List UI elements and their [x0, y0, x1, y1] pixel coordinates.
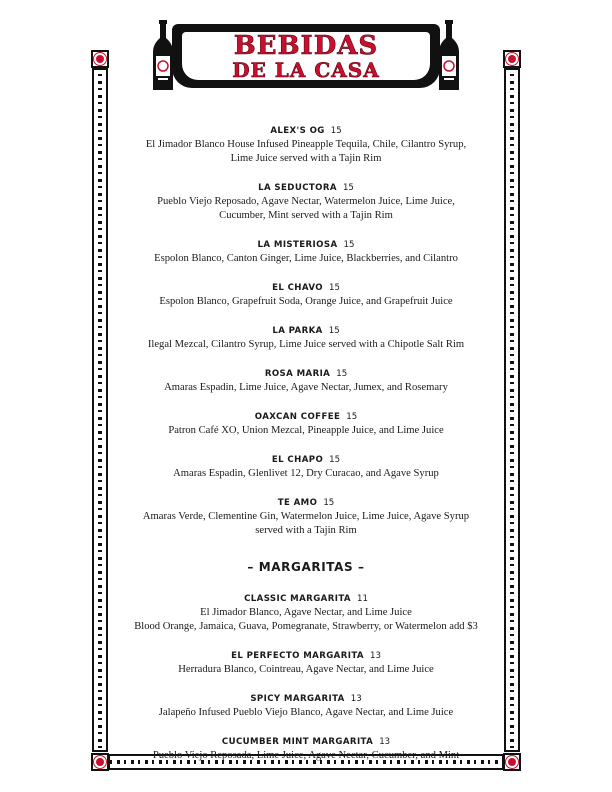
cocktail-list [120, 120, 492, 538]
menu-item-price: 15 [336, 369, 348, 379]
menu-item-name: ALEX'S OG [270, 126, 325, 136]
border-left [92, 68, 108, 752]
menu-item [120, 688, 492, 720]
menu-item-header [120, 320, 492, 338]
menu-item [120, 645, 492, 677]
menu-item-price: 13 [369, 651, 381, 661]
menu-item-header [120, 406, 492, 424]
menu-item-name: EL PERFECTO MARGARITA [231, 651, 364, 661]
menu-item-name: SPICY MARGARITA [250, 694, 345, 704]
menu-item-name: TE AMO [277, 498, 318, 508]
menu-item-header [120, 688, 492, 706]
page-title: BEBIDAS [233, 30, 379, 61]
menu-item-description: Pueblo Viejo Reposada, Lime Juice, Agave Nectar, Cucumber, and Mint [152, 750, 460, 761]
menu-item [120, 234, 492, 266]
menu-item-description: Patron Café XO, Union Mezcal, Pineapple Juice, and Lime Juice [168, 425, 444, 436]
menu-item-description: served with a Tajin Rim [255, 525, 357, 536]
menu-item [120, 588, 492, 634]
menu-item-price: 13 [379, 737, 391, 747]
corner-ornament-icon [91, 50, 109, 68]
menu-item-name: LA SEDUCTORA [258, 183, 337, 193]
menu-item-price: 15 [328, 283, 340, 293]
menu-item-header [120, 177, 492, 195]
corner-ornament-icon [503, 50, 521, 68]
menu-item [120, 120, 492, 166]
menu-item-name: EL CHAPO [271, 455, 324, 465]
menu-content [120, 120, 492, 774]
menu-item [120, 406, 492, 438]
border-right [504, 68, 520, 752]
menu-item-description: Lime Juice served with a Tajin Rim [230, 153, 382, 164]
menu-item [120, 731, 492, 763]
tequila-bottle-icon [436, 20, 462, 92]
title-banner [172, 24, 440, 88]
menu-item-name: LA PARKA [272, 326, 323, 336]
menu-item-description: Amaras Espadin, Glenlivet 12, Dry Curacao, and Agave Syrup [173, 468, 439, 479]
menu-item-description: Espolon Blanco, Grapefruit Soda, Orange Juice, and Grapefruit Juice [159, 296, 453, 307]
menu-header [150, 20, 462, 92]
menu-item [120, 320, 492, 352]
menu-item-header [120, 492, 492, 510]
menu-item-price: 13 [350, 694, 362, 704]
corner-ornament-icon [503, 753, 521, 771]
menu-item-price: 15 [329, 455, 341, 465]
menu-item [120, 492, 492, 538]
menu-item-header [120, 363, 492, 381]
menu-item-name: LA MISTERIOSA [257, 240, 338, 250]
menu-item-description: Cucumber, Mint served with a Tajin Rim [219, 210, 393, 221]
menu-item [120, 363, 492, 395]
menu-item-price: 11 [356, 594, 368, 604]
menu-item-name: ROSA MARIA [264, 369, 331, 379]
menu-item-name: CLASSIC MARGARITA [244, 594, 351, 604]
menu-item-name: EL CHAVO [272, 283, 323, 293]
menu-item-header [120, 120, 492, 138]
menu-item-header [120, 588, 492, 606]
menu-item-name: OAXCAN COFFEE [254, 412, 341, 422]
menu-item-header [120, 277, 492, 295]
section-title-margaritas: – MARGARITAS – [247, 560, 365, 574]
menu-item-price: 15 [330, 126, 342, 136]
menu-item-price: 15 [323, 498, 335, 508]
menu-item-header [120, 731, 492, 749]
menu-item-description: Herradura Blanco, Cointreau, Agave Nectar, and Lime Juice [178, 664, 434, 675]
menu-item-price: 15 [343, 240, 355, 250]
menu-item-header [120, 449, 492, 467]
margarita-list [120, 588, 492, 763]
menu-item-description: Jalapeño Infused Pueblo Viejo Blanco, Agave Nectar, and Lime Juice [158, 707, 454, 718]
menu-item-description: Ilegal Mezcal, Cilantro Syrup, Lime Juice served with a Chipotle Salt Rim [147, 339, 465, 350]
menu-item [120, 177, 492, 223]
menu-item-description: Espolon Blanco, Canton Ginger, Lime Juice, Blackberries, and Cilantro [154, 253, 458, 264]
menu-item-header [120, 645, 492, 663]
menu-item [120, 277, 492, 309]
corner-ornament-icon [91, 753, 109, 771]
menu-item-description: Amaras Espadin, Lime Juice, Agave Nectar, Jumex, and Rosemary [164, 382, 448, 393]
menu-item-price: 15 [346, 412, 358, 422]
menu-item-price: 15 [328, 326, 340, 336]
menu-item-description: Amaras Verde, Clementine Gin, Watermelon Juice, Lime Juice, Agave Syrup [142, 511, 470, 522]
menu-item-name: CUCUMBER MINT MARGARITA [221, 737, 374, 747]
menu-item-description: El Jimador Blanco House Infused Pineapple Tequila, Chile, Cilantro Syrup, [145, 139, 467, 150]
menu-item [120, 449, 492, 481]
menu-item-description: Pueblo Viejo Reposado, Agave Nectar, Watermelon Juice, Lime Juice, [157, 196, 455, 207]
menu-item-price: 15 [342, 183, 354, 193]
menu-item-description: Blood Orange, Jamaica, Guava, Pomegranate, Strawberry, or Watermelon add $3 [134, 621, 478, 632]
menu-item-header [120, 234, 492, 252]
page-subtitle: DE LA CASA [232, 57, 380, 82]
menu-item-description: El Jimador Blanco, Agave Nectar, and Lime Juice [200, 607, 412, 618]
